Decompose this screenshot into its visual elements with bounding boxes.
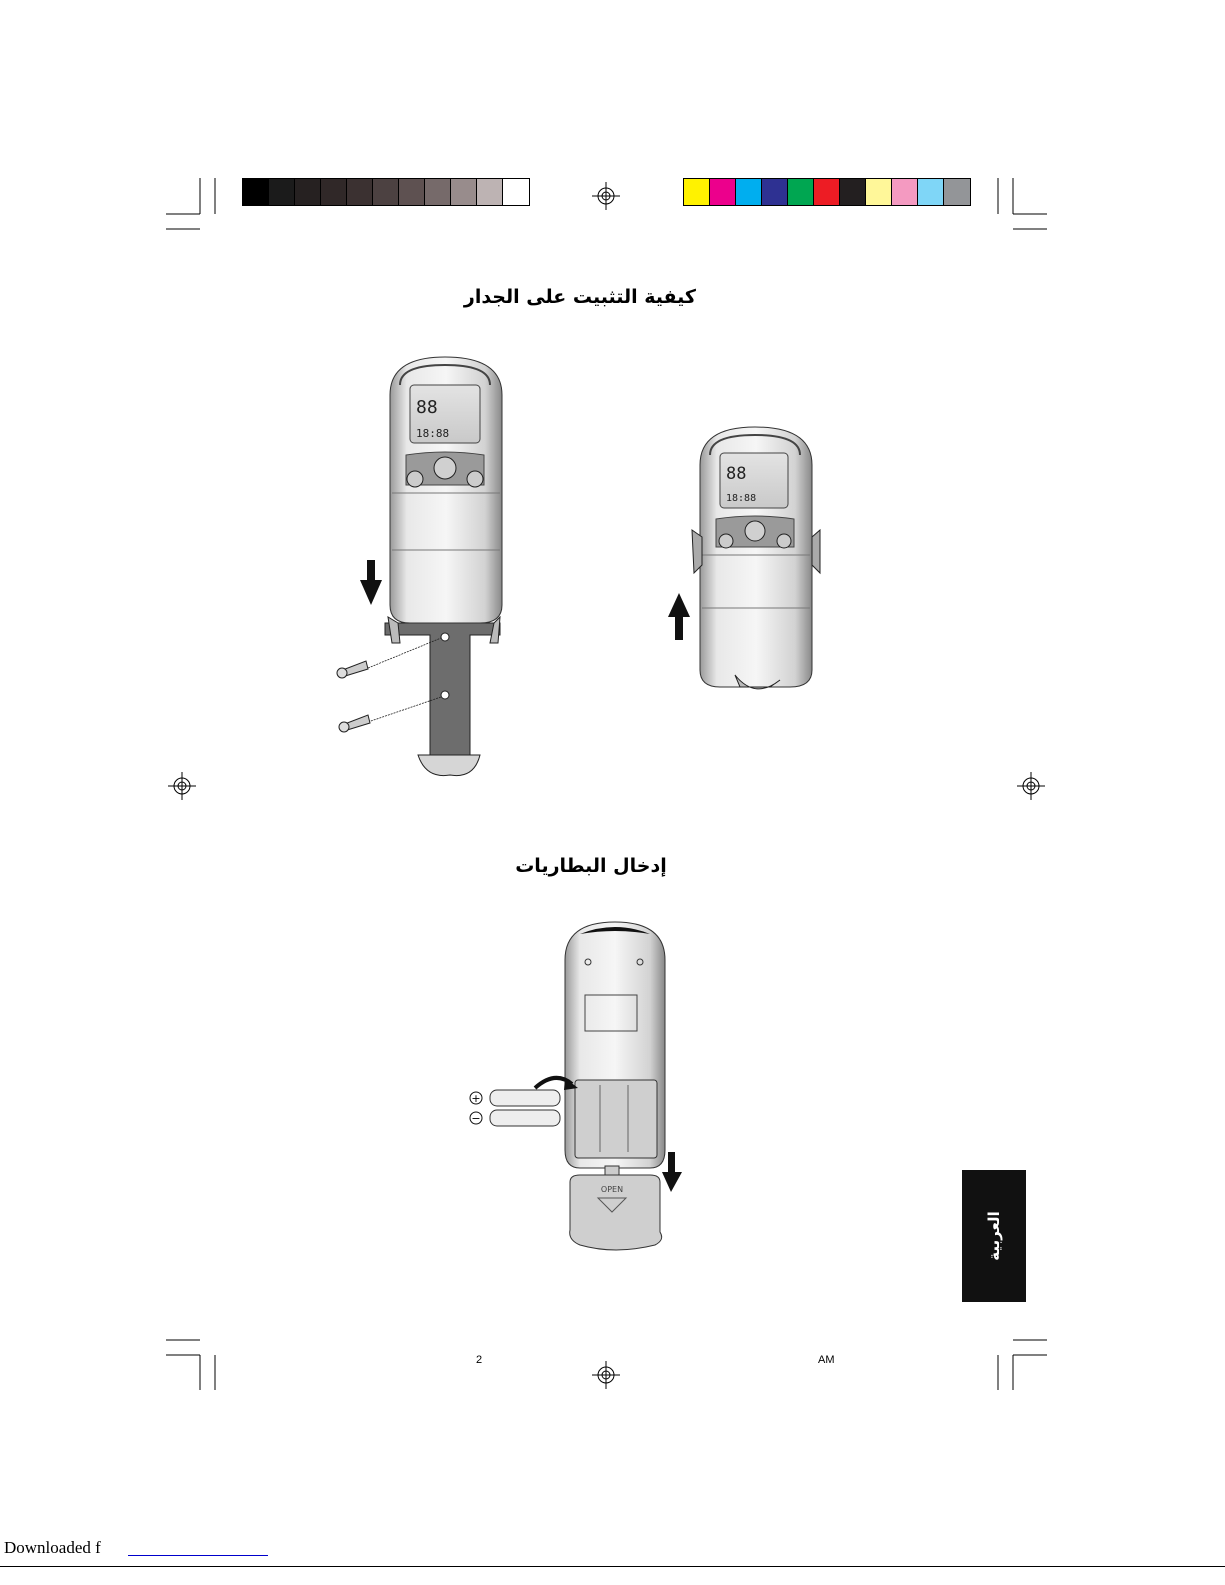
screw-icon (337, 638, 441, 678)
battery-insertion-illustration (460, 920, 700, 1265)
wall-mount-heading: كيفية التثبيت على الجدار (463, 286, 696, 308)
footer-right-text: AM (818, 1354, 835, 1366)
remote-control-front (390, 357, 502, 623)
battery-compartment (575, 1080, 657, 1158)
bottom-divider (0, 1566, 1225, 1567)
download-notice: Downloaded f (4, 1538, 101, 1557)
page-number: 2 (476, 1354, 483, 1366)
battery-icon (470, 1090, 560, 1126)
remote-control-mounted (692, 427, 820, 689)
arrow-down-icon (662, 1152, 682, 1192)
arrow-down-icon (360, 560, 382, 605)
screw-icon (339, 697, 441, 732)
remote-control-back (565, 922, 665, 1168)
svg-text:88: 88 (726, 464, 747, 484)
svg-text:18:88: 18:88 (726, 493, 757, 504)
battery-minus-symbol: − (471, 1112, 481, 1125)
registration-target-left (168, 772, 196, 800)
battery-plus-symbol: + (471, 1092, 481, 1105)
svg-text:18:88: 18:88 (416, 427, 450, 440)
power-icon (434, 457, 456, 479)
arrow-up-icon (668, 593, 690, 640)
registration-target-bottom (592, 1361, 620, 1389)
download-link[interactable] (128, 1555, 268, 1556)
wall-bracket (385, 617, 500, 776)
language-tab (962, 1170, 1026, 1302)
wall-mount-illustration (330, 355, 850, 785)
battery-cover-label: OPEN (600, 1185, 624, 1194)
svg-text:88: 88 (416, 397, 438, 418)
registration-target-right (1017, 772, 1045, 800)
language-tab-label: العربية (985, 1211, 1003, 1261)
registration-target-top (592, 182, 620, 210)
battery-cover (570, 1166, 662, 1250)
insert-batteries-heading: إدخال البطاريات (515, 855, 667, 877)
